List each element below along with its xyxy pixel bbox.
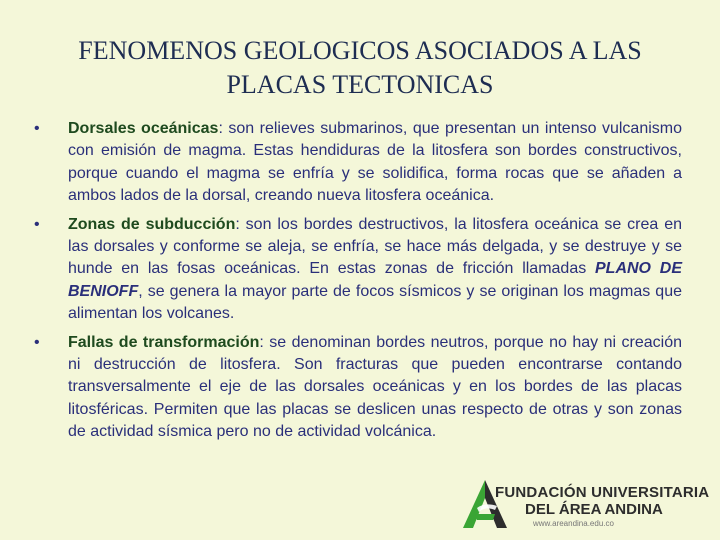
title-line-2: PLACAS TECTONICAS: [226, 70, 494, 99]
bullet-item-fallas: [34, 332, 682, 444]
term-subduccion: Zonas de subducción: [68, 215, 236, 233]
title-line-1: FENOMENOS GEOLOGICOS ASOCIADOS A LAS: [78, 36, 642, 65]
bullet-icon: •: [34, 120, 40, 137]
bullet-icon: •: [34, 333, 40, 351]
text-subduccion: : son los bordes destructivos, la litosfera oceánica se crea en las dorsales y conforme se aleja, se enfría, se hace más delgada, y se destruye y se hunde en las fosas oceánicas. En estas zonas de fricción llamadas: [68, 215, 682, 278]
bullet-item-dorsales: [34, 118, 682, 208]
bullet-item-subduccion: [34, 214, 682, 326]
bullet-list: [34, 118, 682, 450]
logo-line-2: DEL ÁREA ANDINA: [525, 501, 663, 518]
logo-url: www.areandina.edu.co: [533, 519, 614, 528]
university-logo: [455, 476, 715, 536]
text-subduccion-after: , se genera la mayor parte de focos sísmicos y se originan los magmas que alimentan los volcanes.: [68, 282, 682, 323]
term-dorsales: Dorsales oceánicas: [68, 120, 219, 137]
slide-title: [40, 34, 680, 102]
text-dorsales: : son relieves submarinos, que presentan un intenso vulcanismo con emisión de magma. Estas hendiduras de la litosfera son bordes constructivos, porque cuando el magma se enfría y se solidifica, forma rocas que se añaden a ambos lados de la dorsal, creando nueva litosfera oceánica.: [68, 120, 683, 205]
term-fallas: Fallas de transformación: [68, 333, 260, 351]
text-fallas: : se denominan bordes neutros, porque no hay ni creación ni destrucción de litosfera. Son fracturas que pueden encontrarse contando transversalmente el eje de las dorsales oceánicas y en los bordes de las placas litosféricas. Permiten que las placas se deslicen unas respecto de otras y son zonas de actividad sísmica pero no de actividad volcánica.: [68, 333, 682, 441]
emphasis-benioff: PLANO DE BENIOFF: [68, 260, 682, 300]
logo-line-1: FUNDACIÓN UNIVERSITARIA: [495, 484, 710, 501]
bullet-icon: •: [34, 215, 40, 233]
